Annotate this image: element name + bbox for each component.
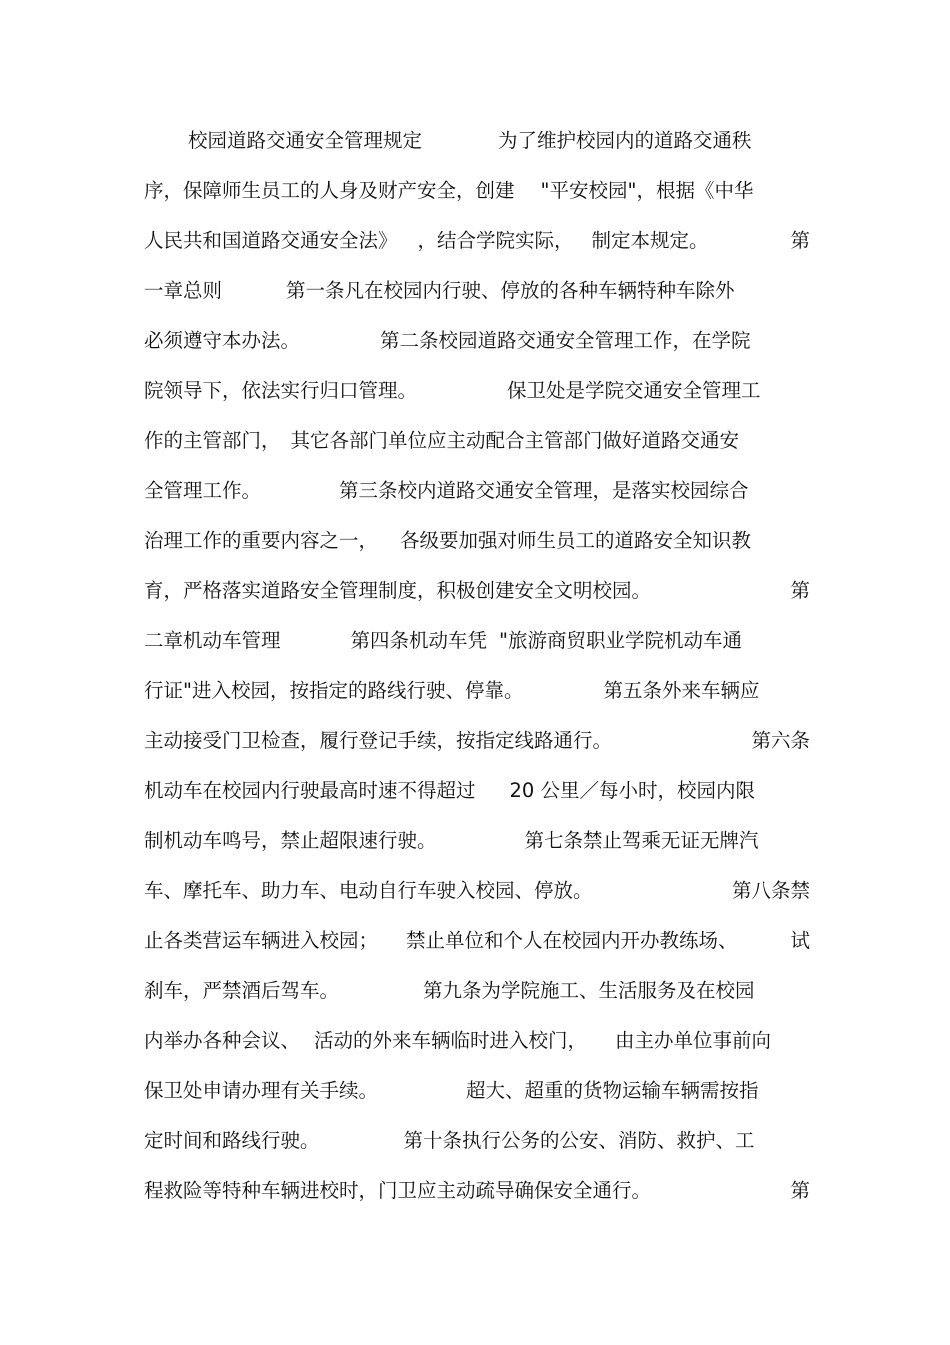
text-segment: 第一条凡在校园内行驶、停放的各种车辆特种车除外 <box>286 279 735 302</box>
text-segment: 刹车，严禁酒后驾车。 <box>144 979 340 1002</box>
text-segment: 第 <box>790 1179 810 1202</box>
text-line <box>144 116 810 166</box>
text-segment: 定时间和路线行驶。 <box>144 1129 320 1152</box>
text-segment: 保卫处是学院交通安全管理工 <box>507 379 761 402</box>
text-segment: 人民共和国道路交通安全法》 <box>144 229 398 252</box>
chapter-heading: 二章机动车管理 <box>144 629 281 652</box>
text-line <box>144 266 810 316</box>
text-line <box>144 716 810 766</box>
text-segment: 车、摩托车、助力车、电动自行车驶入校园、停放。 <box>144 879 593 902</box>
text-segment: 作的主管部门， <box>144 429 281 452</box>
text-segment: 第三条校内道路交通安全管理，是落实校园综合 <box>339 479 749 502</box>
text-line <box>144 466 810 516</box>
text-segment: 行证"进入校园，按指定的路线行驶、停靠。 <box>144 679 524 702</box>
text-line <box>144 516 810 566</box>
text-segment: 超大、超重的货物运输车辆需按指 <box>466 1079 759 1102</box>
text-segment: 第四条机动车凭 <box>350 629 488 652</box>
text-segment: 程救险等特种车辆进校时，门卫应主动疏导确保安全通行。 <box>144 1179 652 1202</box>
document-body <box>144 116 810 1216</box>
text-segment: 第二条校园道路交通安全管理工作，在学院 <box>380 329 751 352</box>
document-title: 校园道路交通安全管理规定 <box>188 129 423 152</box>
text-line <box>144 1116 810 1166</box>
text-segment: 禁止单位和个人在校园内开办教练场、 <box>406 929 738 952</box>
text-line <box>144 416 810 466</box>
text-segment: 第九条为学院施工、生活服务及在校园 <box>423 979 755 1002</box>
text-segment: 保卫处申请办理有关手续。 <box>144 1079 379 1102</box>
text-segment: 试 <box>790 929 810 952</box>
text-segment: 其它各部门单位应主动配合主管部门做好道路交通安 <box>290 429 740 452</box>
text-line <box>144 1016 810 1066</box>
text-segment: 制定本规定。 <box>591 229 709 252</box>
text-line <box>144 766 810 816</box>
text-segment: "平安校园"，根据《中华 <box>540 179 754 202</box>
text-line <box>144 866 810 916</box>
chapter-heading: 一章总则 <box>144 279 223 302</box>
text-segment: "旅游商贸职业学院机动车通 <box>499 629 743 652</box>
text-line <box>144 966 810 1016</box>
text-segment: 止各类营运车辆进入校园； <box>144 929 379 952</box>
text-segment: 主动接受门卫检查，履行登记手续，按指定线路通行。 <box>144 729 613 752</box>
text-segment: 机动车在校园内行驶最高时速不得超过 <box>144 779 476 802</box>
text-line <box>144 566 810 616</box>
text-segment: 必须遵守本办法。 <box>144 329 301 352</box>
text-segment: 内举办各种会议、 <box>144 1029 301 1052</box>
text-segment: 序，保障师生员工的人身及财产安全，创建 <box>144 179 515 202</box>
text-line <box>144 366 810 416</box>
text-segment: 育，严格落实道路安全管理制度，积极创建安全文明校园。 <box>144 579 652 602</box>
text-segment: 第 <box>790 229 810 252</box>
text-line <box>144 1066 810 1116</box>
text-segment: 第 <box>790 579 810 602</box>
text-segment: 院领导下，依法实行归口管理。 <box>144 379 418 402</box>
text-line <box>144 166 810 216</box>
text-line <box>144 666 810 716</box>
text-segment: 各级要加强对师生员工的道路安全知识教 <box>400 529 752 552</box>
text-line <box>144 616 810 666</box>
text-line <box>144 316 810 366</box>
text-segment: 第五条外来车辆应 <box>603 679 760 702</box>
text-segment: 治理工作的重要内容之一， <box>144 529 379 552</box>
text-line <box>144 216 810 266</box>
text-line <box>144 816 810 866</box>
text-segment: 全管理工作。 <box>144 479 262 502</box>
text-segment: 为了维护校园内的道路交通秩 <box>498 129 752 152</box>
text-line <box>144 916 810 966</box>
text-segment: 第八条禁 <box>731 879 810 902</box>
text-segment: 制机动车鸣号，禁止超限速行驶。 <box>144 829 437 852</box>
text-segment: 第六条 <box>751 729 810 752</box>
text-segment: 活动的外来车辆临时进入校门， <box>314 1029 588 1052</box>
text-segment: ，结合学院实际， <box>417 229 574 252</box>
text-segment: 第七条禁止驾乘无证无牌汽 <box>524 829 759 852</box>
text-segment: 20 公里／每小时，校园内限 <box>509 779 756 802</box>
text-segment: 由主办单位事前向 <box>615 1029 772 1052</box>
text-segment: 第十条执行公务的公安、消防、救护、工 <box>403 1129 755 1152</box>
text-line <box>144 1166 810 1216</box>
